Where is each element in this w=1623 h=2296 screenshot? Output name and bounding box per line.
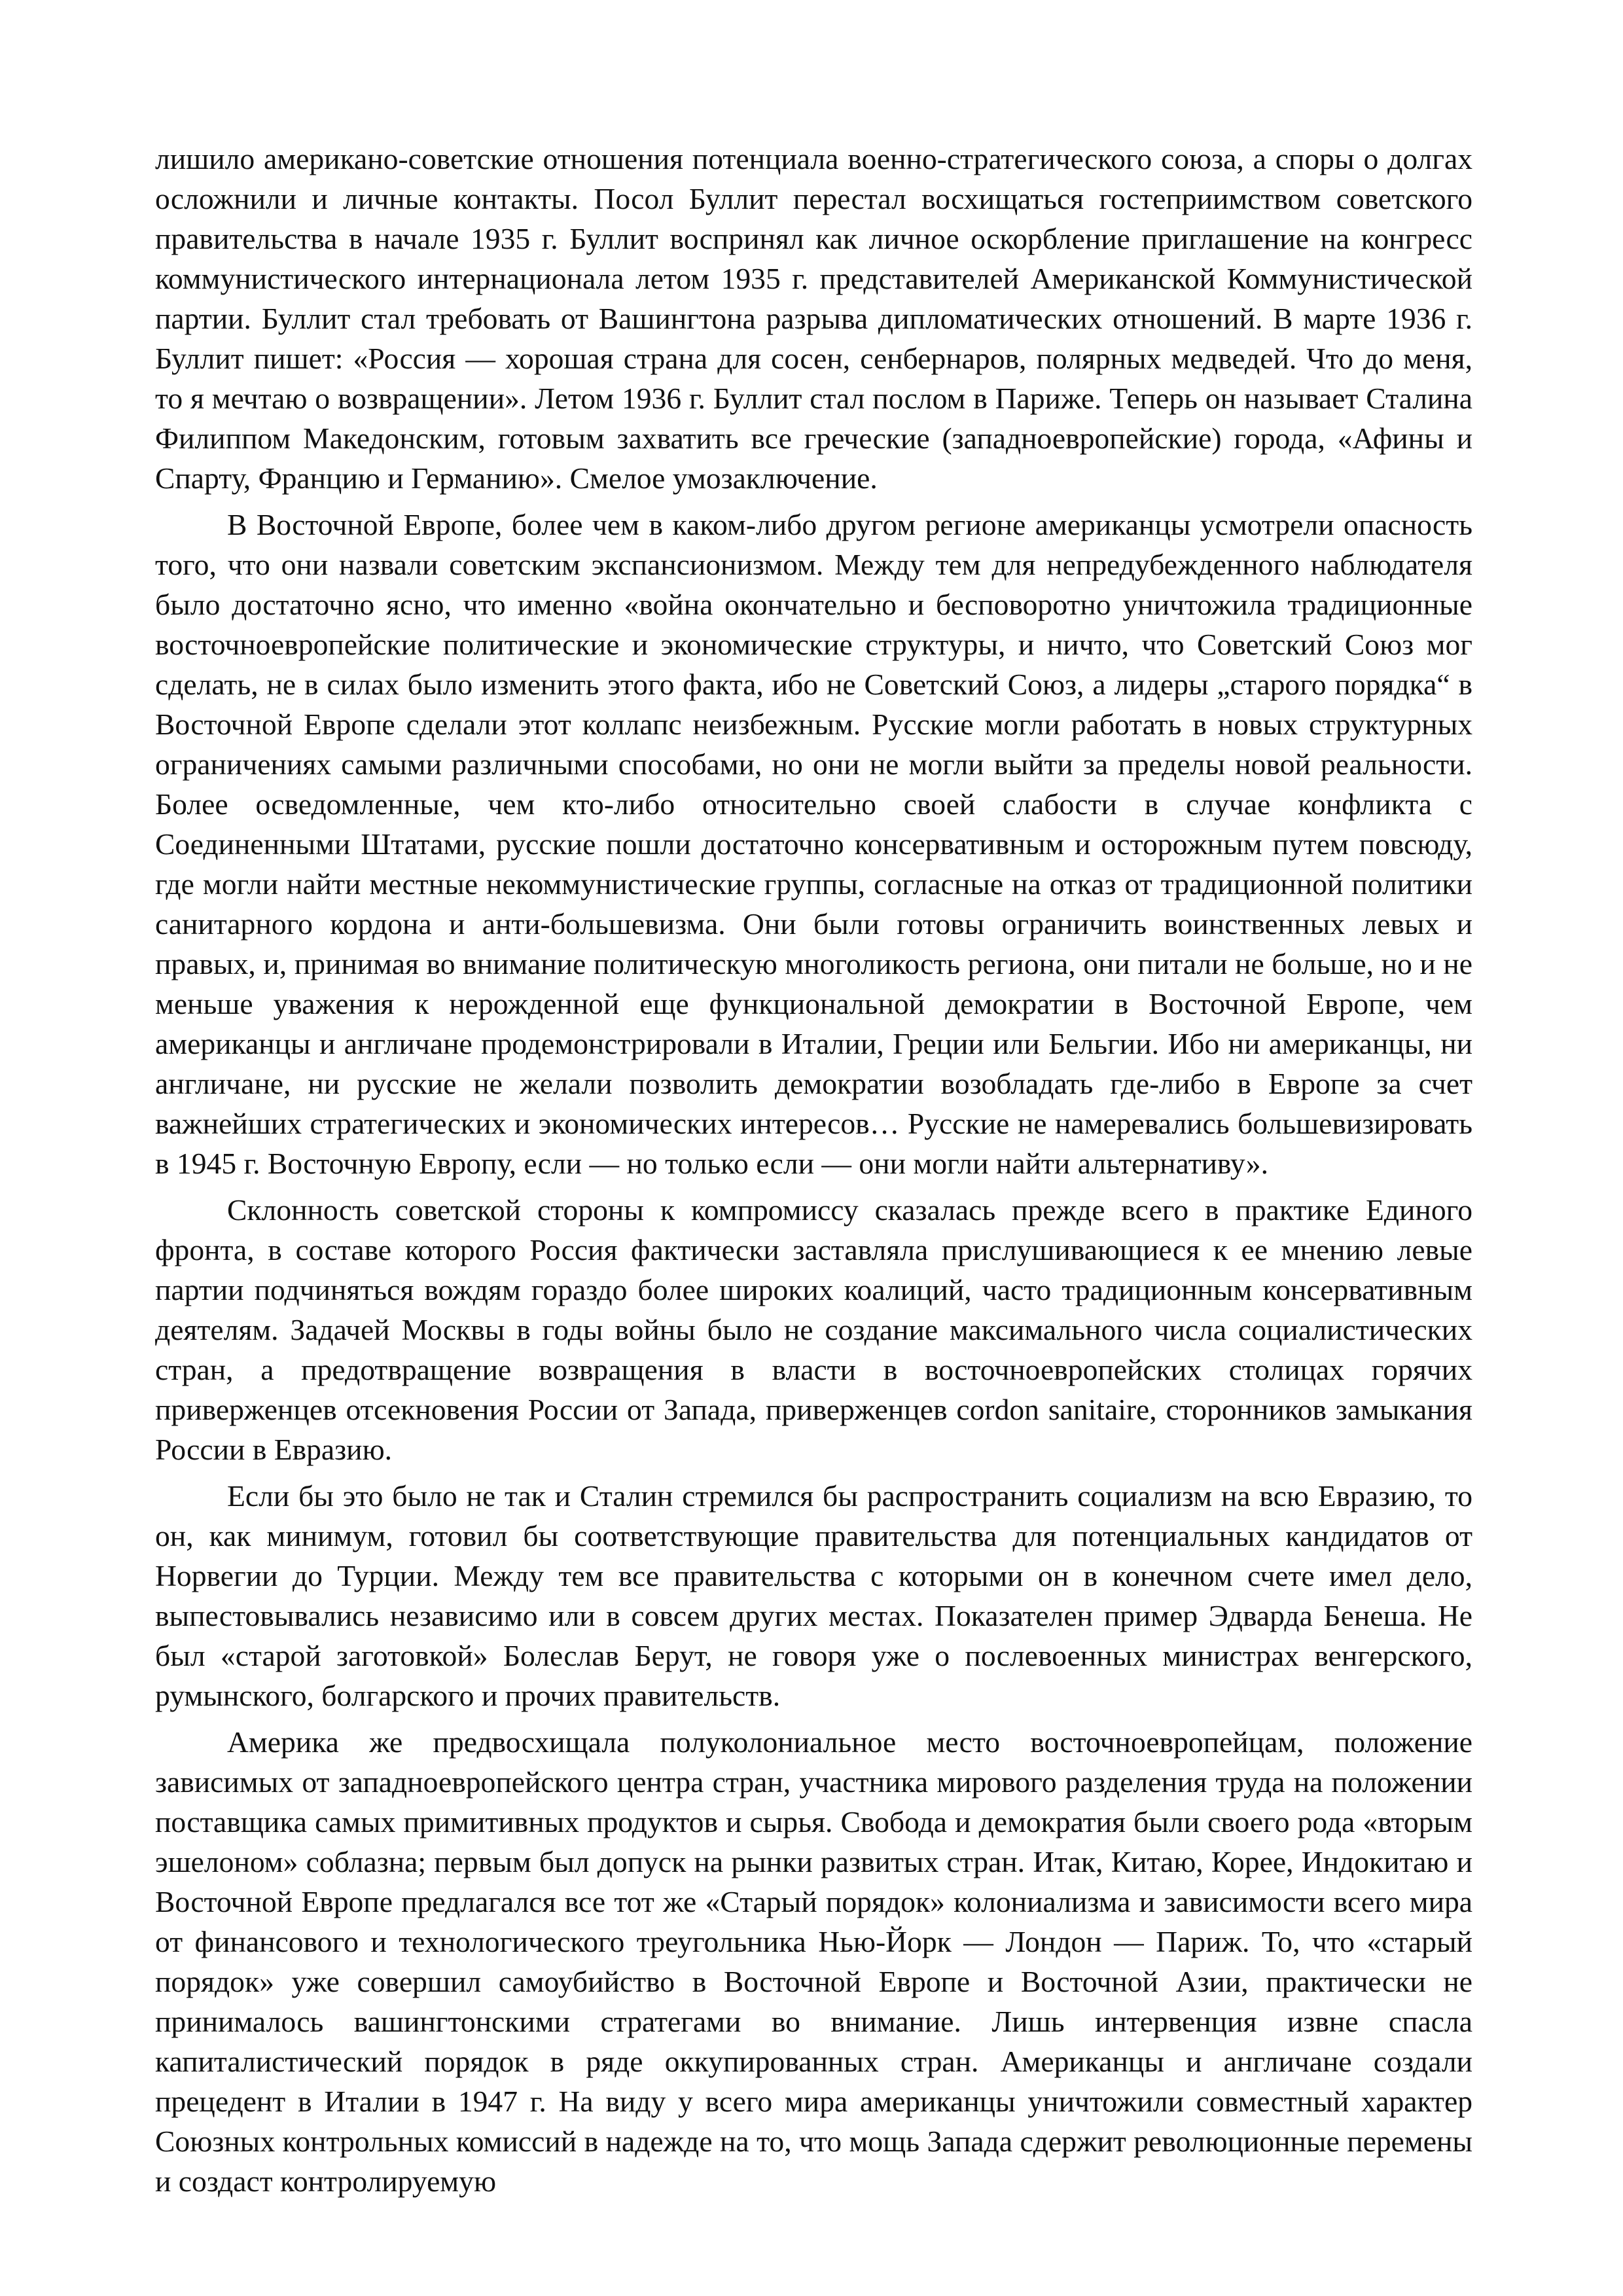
document-page <box>155 139 1472 2208</box>
paragraph-eastern-europe: В Восточной Европе, более чем в каком-либо другом регионе американцы усмотрели опасность того, что они назвали советским экспансионизмом. Между тем для непредубежденного наблюдателя было достаточно ясно, что именно «война окончательно и бесповоротно уничтожила традиционные восточноевропейские политические и экономические структуры, и ничто, что Советский Союз мог сделать, не в силах было изменить этого факта, ибо не Советский Союз, а лидеры „старого порядка“ в Восточной Европе сделали этот коллапс неизбежным. Русские могли работать в новых структурных ограничениях самыми различными способами, но они не могли выйти за пределы новой реальности. Более осведомленные, чем кто-либо относительно своей слабости в случае конфликта с Соединенными Штатами, русские пошли достаточно консервативным и осторожным путем повсюду, где могли найти местные некоммунистические группы, согласные на отказ от традиционной политики санитарного кордона и анти-большевизма. Они были готовы ограничить воинственных левых и правых, и, принимая во внимание политическую многоликость региона, они питали не больше, но и не меньше уважения к нерожденной еще функциональной демократии в Восточной Европе, чем американцы и англичане продемонстрировали в Италии, Греции или Бельгии. Ибо ни американцы, ни англичане, ни русские не желали позволить демократии возобладать где-либо в Европе за счет важнейших стратегических и экономических интересов… Русские не намеревались большевизировать в 1945 г. Восточную Европу, если — но только если — они могли найти альтернативу». <box>155 508 1472 1180</box>
paragraph-america-colonial: Америка же предвосхищала полуколониальное место восточноевропейцам, положение зависимых от западноевропейского центра стран, участника мирового разделения труда на положении поставщика самых примитивных продуктов и сырья. Свобода и демократия были своего рода «вторым эшелоном» соблазна; первым был допуск на рынки развитых стран. Итак, Китаю, Корее, Индокитаю и Восточной Европе предлагался все тот же «Старый порядок» колониализма и зависимости всего мира от финансового и технологического треугольника Нью-Йорк — Лондон — Париж. То, что «старый порядок» уже совершил самоубийство в Восточной Европе и Восточной Азии, практически не принималось вашингтонскими стратегами во внимание. Лишь интервенция извне спасла капиталистический порядок в ряде оккупированных стран. Американцы и англичане создали прецедент в Италии в 1947 г. На виду у всего мира американцы уничтожили совместный характер Союзных контрольных комиссий в надежде на то, что мощь Запада сдержит революционные перемены и создаст контролируемую <box>155 1725 1472 2198</box>
paragraph-bullitt: лишило американо-советские отношения потенциала военно-стратегического союза, а споры о долгах осложнили и личные контакты. Посол Буллит перестал восхищаться гостеприимством советского правительства в начале 1935 г. Буллит воспринял как личное оскорбление приглашение на конгресс коммунистического интернационала летом 1935 г. представителей Американской Коммунистической партии. Буллит стал требовать от Вашингтона разрыва дипломатических отношений. В марте 1936 г. Буллит пишет: «Россия — хорошая страна для сосен, сенбернаров, полярных медведей. Что до меня, то я мечтаю о возвращении». Летом 1936 г. Буллит стал послом в Париже. Теперь он называет Сталина Филиппом Македонским, готовым захватить все греческие (западноевропейские) города, «Афины и Спарту, Францию и Германию». Смелое умозаключение. <box>155 142 1472 495</box>
paragraph-stalin-governments: Если бы это было не так и Сталин стремился бы распространить социализм на всю Евразию, то он, как минимум, готовил бы соответствующие правительства для потенциальных кандидатов от Норвегии до Турции. Между тем все правительства с которыми он в конечном счете имел дело, выпестовывались независимо или в совсем других местах. Показателен пример Эдварда Бенеша. Не был «старой заготовкой» Болеслав Берут, не говоря уже о послевоенных министрах венгерского, румынского, болгарского и прочих правительств. <box>155 1479 1472 1712</box>
paragraph-united-front: Склонность советской стороны к компромиссу сказалась прежде всего в практике Единого фронта, в составе которого Россия фактически заставляла прислушивающиеся к ее мнению левые партии подчиняться вождям гораздо более широких коалиций, часто традиционным консервативным деятелям. Задачей Москвы в годы войны было не создание максимального числа социалистических стран, а предотвращение возвращения в власти в восточноевропейских столицах горячих приверженцев отсекновения России от Запада, приверженцев cordon sanitaire, сторонников замыкания России в Евразию. <box>155 1193 1472 1466</box>
